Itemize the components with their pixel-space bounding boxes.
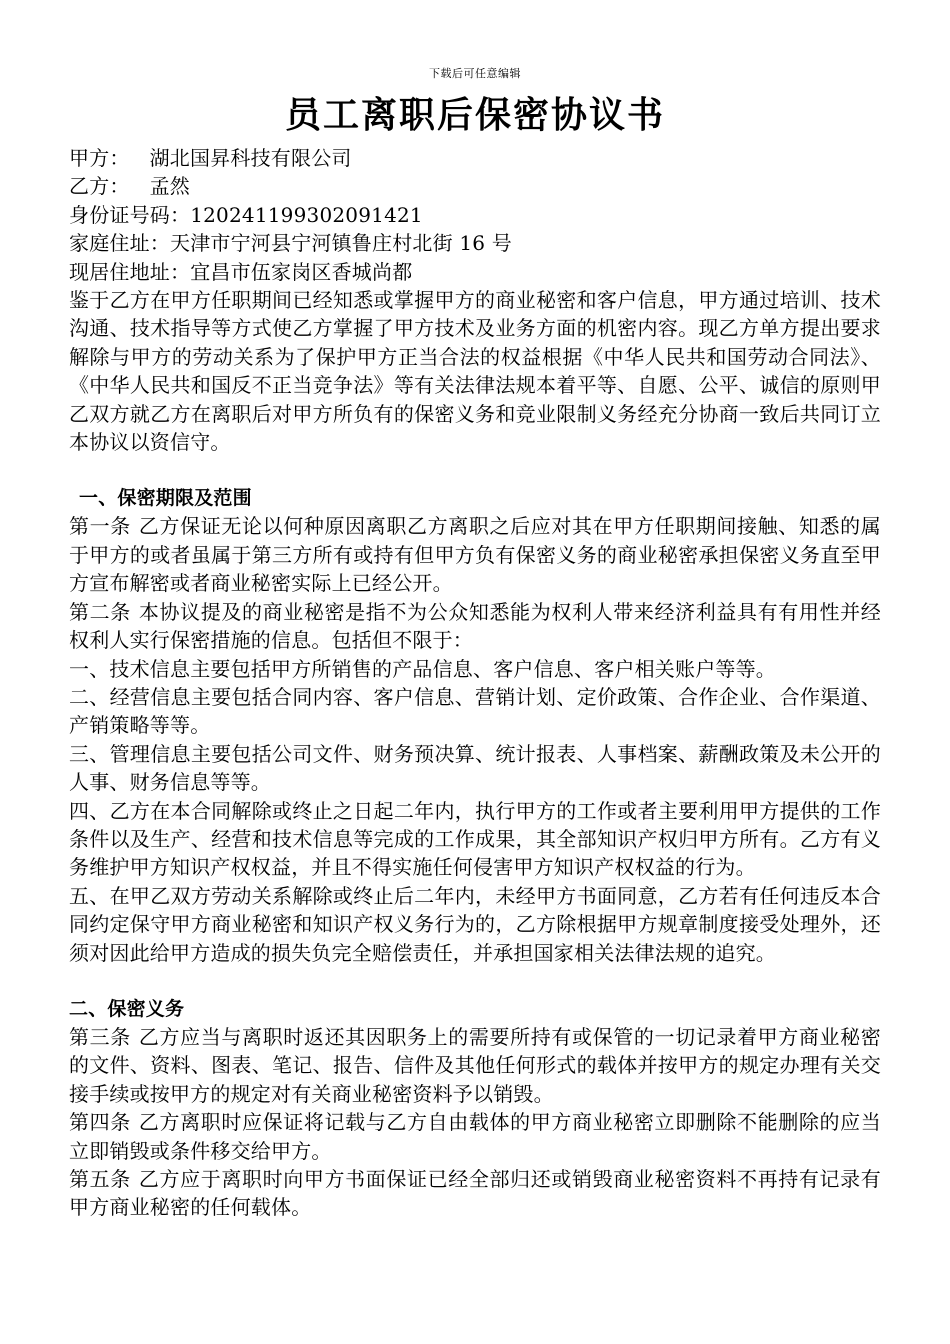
article-3 (69, 1023, 881, 1108)
party-b-row (69, 172, 881, 200)
id-number-row (69, 201, 881, 229)
section-heading-confidentiality-duty: 二、保密义务 (69, 997, 185, 1020)
article-1-number: 第一条 (69, 514, 131, 539)
article-3-text: 乙方应当与离职时返还其因职务上的需要所持有或保管的一切记录着甲方商业秘密的文件、资料、图表、笔记、报告、信件及其他任何形式的载体并按甲方的规定办理有关交接手续或按甲方的规定对有关商业秘密资料予以销毁。 (69, 1024, 881, 1106)
header-note: 下载后可任意编辑 (429, 67, 521, 80)
party-b-value: 孟然 (149, 174, 191, 199)
list-item-business-info: 二、经营信息主要包括合同内容、客户信息、营销计划、定价政策、合作企业、合作渠道、产销策略等等。 (69, 684, 881, 738)
section-heading-confidentiality-scope: 一、保密期限及范围 (79, 487, 252, 510)
article-4-text: 乙方离职时应保证将记载与乙方自由载体的甲方商业秘密立即删除不能删除的应当立即销毁或条件移交给甲方。 (69, 1110, 881, 1163)
article-2-text: 本协议提及的商业秘密是指不为公众知悉能为权利人带来经济利益具有有用性并经权利人实行保密措施的信息。包括但不限于： (69, 599, 881, 653)
article-2 (69, 598, 881, 655)
article-1-text: 乙方保证无论以何种原因离职乙方离职之后应对其在甲方任职期间接触、知悉的属于甲方的或者虽属于第三方所有或持有但甲方负有保密义务的商业秘密承担保密义务直至甲方宣布解密或者商业秘密实际上已经公开。 (69, 514, 881, 596)
current-address-row (69, 258, 881, 286)
document-title: 员工离职后保密协议书 (284, 95, 665, 136)
home-address-value: 天津市宁河县宁河镇鲁庄村北街 16 号 (170, 231, 512, 256)
home-address-row (69, 229, 881, 257)
list-item-intellectual-property: 四、乙方在本合同解除或终止之日起二年内，执行甲方的工作或者主要利用甲方提供的工作条件以及生产、经营和技术信息等完成的工作成果，其全部知识产权归甲方所有。乙方有义务维护甲方知识产权权益，并且不得实施任何侵害甲方知识产权权益的行为。 (69, 798, 881, 880)
article-5-number: 第五条 (69, 1167, 131, 1191)
article-4-number: 第四条 (69, 1110, 131, 1135)
party-b-label: 乙方： (69, 174, 130, 199)
id-number-label: 身份证号码： (69, 202, 191, 227)
article-1 (69, 512, 881, 597)
document-body (69, 144, 881, 1222)
current-address-value: 宜昌市伍家岗区香城尚都 (190, 259, 413, 284)
party-a-label: 甲方： (69, 146, 130, 170)
id-number-value: 120241199302091421 (190, 202, 423, 227)
list-item-management-info: 三、管理信息主要包括公司文件、财务预决算、统计报表、人事档案、薪酬政策及未公开的人事、财务信息等等。 (69, 741, 881, 795)
article-2-number: 第二条 (69, 599, 131, 624)
party-a-value: 湖北国昇科技有限公司 (149, 146, 352, 170)
list-item-technical-info: 一、技术信息主要包括甲方所销售的产品信息、客户信息、客户相关账户等等。 (69, 656, 776, 681)
article-5 (69, 1165, 881, 1222)
article-5-text: 乙方应于离职时向甲方书面保证已经全部归还或销毁商业秘密资料不再持有记录有甲方商业秘密的任何载体。 (69, 1167, 881, 1220)
preamble-paragraph: 鉴于乙方在甲方任职期间已经知悉或掌握甲方的商业秘密和客户信息，甲方通过培训、技术沟通、技术指导等方式使乙方掌握了甲方技术及业务方面的机密内容。现乙方单方提出要求解除与甲方的劳动关系为了保护甲方正当合法的权益根据《中华人民共和国劳动合同法》、《中华人民共和国反不正当竞争法》等有关法律法规本着平等、自愿、公平、诚信的原则甲乙双方就乙方在离职后对甲方所负有的保密义务和竞业限制义务经充分协商一致后共同订立本协议以资信守。 (69, 288, 881, 455)
party-a-row (69, 144, 881, 172)
home-address-label: 家庭住址： (69, 231, 170, 256)
article-3-number: 第三条 (69, 1024, 131, 1049)
current-address-label: 现居住地址： (69, 259, 191, 284)
list-item-liability: 五、在甲乙双方劳动关系解除或终止后二年内，未经甲方书面同意，乙方若有任何违反本合同约定保守甲方商业秘密和知识产权义务行为的，乙方除根据甲方规章制度接受处理外，还须对因此给甲方造成的损失负完全赔偿责任，并承担国家相关法律法规的追究。 (69, 883, 881, 965)
article-4 (69, 1108, 881, 1165)
